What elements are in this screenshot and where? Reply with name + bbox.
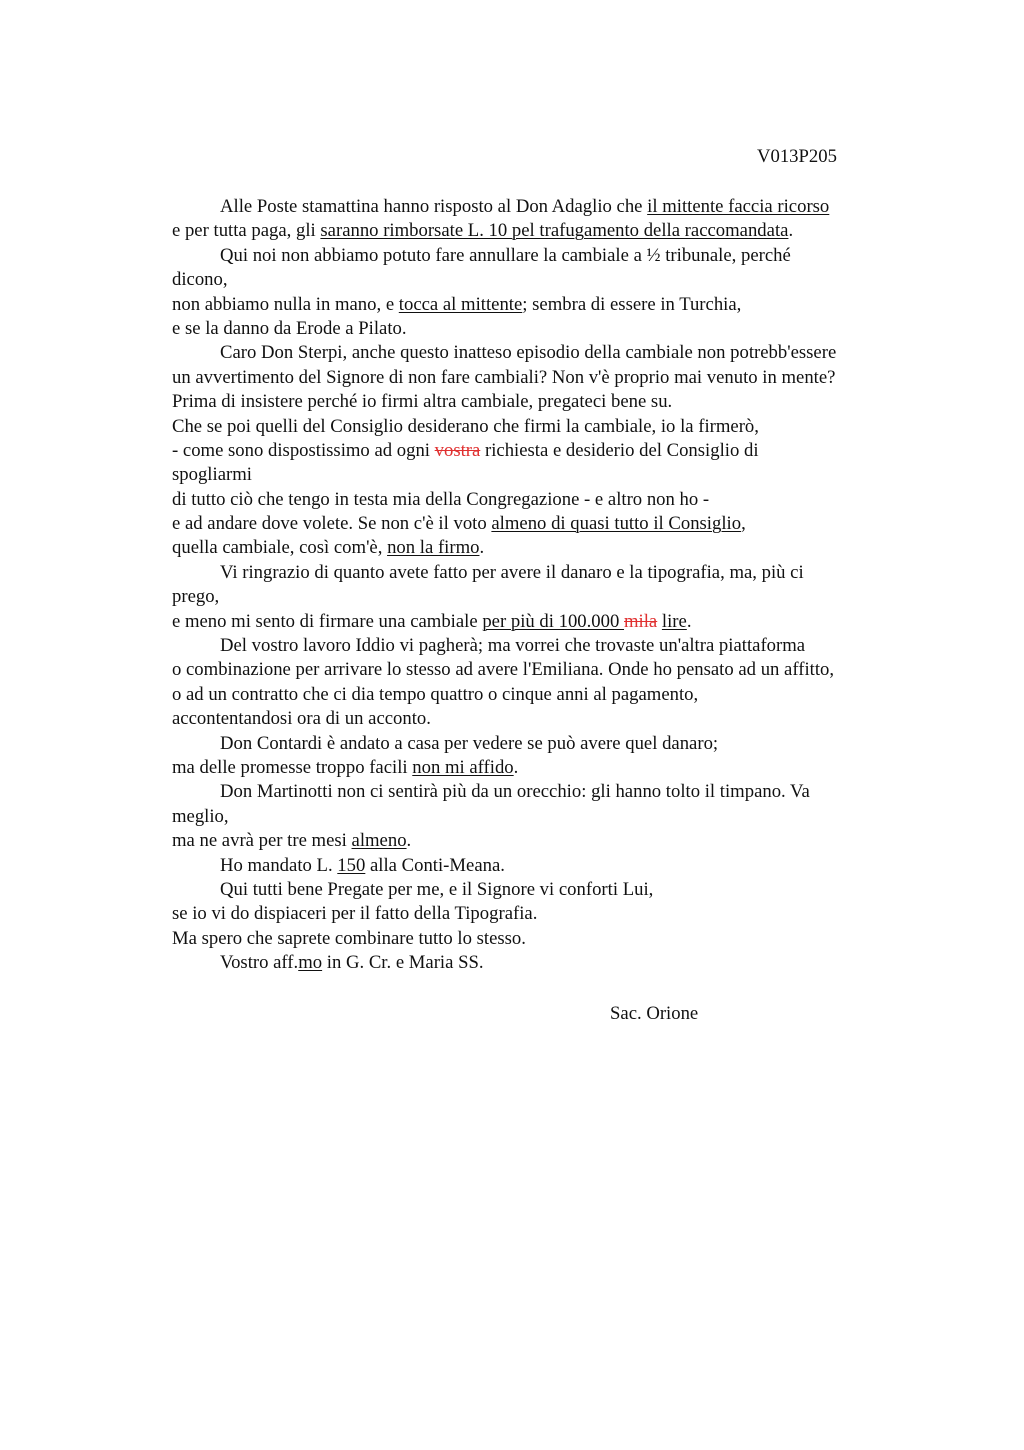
text-run: prego, [172, 586, 220, 608]
underlined-text: lire [661, 610, 687, 632]
text-run: Qui tutti bene Pregate per me, e il Signore vi conforti Lui, [220, 878, 654, 900]
letter-line [172, 317, 912, 341]
text-run: - come sono dispostissimo ad ogni [172, 439, 435, 461]
underlined-text: il mittente faccia ricorso [647, 196, 830, 217]
text-run: spogliarmi [172, 464, 252, 486]
struck-text: mila [624, 610, 658, 632]
text-run: in G. Cr. e Maria SS. [322, 952, 484, 974]
letter-line [172, 854, 912, 878]
letter-line [172, 658, 912, 682]
text-run: di tutto ciò che tengo in testa mia della Congregazione - e altro non ho - [172, 488, 710, 510]
text-run: . [479, 537, 485, 559]
text-run: e meno mi sento di firmare una cambiale [172, 610, 483, 632]
letter-line [172, 585, 912, 609]
text-run: Qui noi non abbiamo potuto fare annullare la cambiale a ½ tribunale, perché [220, 244, 791, 266]
letter-line [172, 463, 912, 487]
underlined-text: per più di 100.000 [482, 610, 625, 632]
text-run: Del vostro lavoro Iddio vi pagherà; ma vorrei che trovaste un'altra piattaforma [220, 635, 806, 657]
text-run: . [788, 220, 794, 242]
text-run: e ad andare dove volete. Se non c'è il voto [172, 513, 492, 535]
underlined-text: 150 [337, 854, 366, 876]
letter-line [172, 219, 912, 243]
text-run: Don Martinotti non ci sentirà più da un orecchio: gli hanno tolto il timpano. Va [220, 781, 810, 803]
letter-line [172, 951, 912, 975]
letter-line [172, 927, 912, 951]
letter-line [172, 683, 912, 707]
text-run: Vi ringrazio di quanto avete fatto per avere il danaro e la tipografia, ma, più ci [220, 561, 804, 583]
text-run: ; sembra di essere in Turchia, [522, 293, 742, 315]
text-run: ma delle promesse troppo facili [172, 756, 413, 778]
text-run: Prima di insistere perché io firmi altra cambiale, pregateci bene su. [172, 391, 673, 413]
text-run: o combinazione per arrivare lo stesso ad avere l'Emiliana. Onde ho pensato ad un affitto, [172, 659, 835, 681]
letter-line [172, 756, 912, 780]
letter-line [172, 878, 912, 902]
letter-line [172, 268, 912, 292]
letter-body [172, 195, 912, 976]
letter-line [172, 902, 912, 926]
text-run: Ho mandato L. [220, 854, 338, 876]
text-run: e per tutta paga, gli [172, 220, 321, 242]
underlined-text: tocca al mittente [398, 293, 523, 315]
text-run: accontentandosi ora di un acconto. [172, 708, 431, 730]
struck-text: vostra [434, 439, 481, 461]
text-run: alla Conti-Meana. [365, 854, 505, 876]
text-run: Ma spero che saprete combinare tutto lo stesso. [172, 927, 526, 949]
text-run: meglio, [172, 805, 229, 827]
underlined-text: saranno rimborsate L. 10 pel trafugamento della raccomandata [320, 220, 789, 242]
text-run: e se la danno da Erode a Pilato. [172, 317, 407, 339]
text-run: dicono, [172, 269, 228, 291]
letter-line [172, 829, 912, 853]
letter-line [172, 732, 912, 756]
letter-line [172, 610, 912, 634]
letter-line [172, 805, 912, 829]
letter-line [172, 488, 912, 512]
text-run: se io vi do dispiaceri per il fatto della Tipografia. [172, 903, 538, 925]
underlined-text: mo [298, 952, 323, 974]
letter-line [172, 195, 912, 219]
text-run: . [513, 756, 519, 778]
signature: Sac. Orione [610, 1003, 699, 1024]
text-run: Caro Don Sterpi, anche questo inatteso episodio della cambiale non potrebb'essere [220, 342, 837, 364]
text-run: Vostro aff. [220, 952, 299, 974]
text-run: o ad un contratto che ci dia tempo quattro o cinque anni al pagamento, [172, 683, 699, 705]
text-run: un avvertimento del Signore di non fare cambiali? Non v'è proprio mai venuto in mente? [172, 366, 836, 388]
letter-line [172, 415, 912, 439]
letter-line [172, 536, 912, 560]
letter-line [172, 390, 912, 414]
text-run: , [741, 513, 746, 535]
letter-line [172, 512, 912, 536]
letter-line [172, 561, 912, 585]
document-reference-code: V013P205 [757, 146, 837, 167]
letter-line [172, 439, 912, 463]
underlined-text: almeno di quasi tutto il Consiglio [491, 513, 742, 535]
letter-line [172, 634, 912, 658]
text-run: quella cambiale, così com'è, [172, 537, 388, 559]
letter-line [172, 707, 912, 731]
text-run: Alle Poste stamattina hanno risposto al Don Adaglio che [220, 196, 648, 217]
text-run: . [686, 610, 692, 632]
letter-line [172, 780, 912, 804]
text-run: ma ne avrà per tre mesi [172, 830, 352, 852]
underlined-text: non la firmo [387, 537, 480, 559]
text-run: non abbiamo nulla in mano, e [172, 293, 399, 315]
letter-line [172, 244, 912, 268]
underlined-text: non mi affido [412, 756, 514, 778]
underlined-text: almeno [351, 830, 407, 852]
letter-line [172, 366, 912, 390]
text-run: Don Contardi è andato a casa per vedere se può avere quel danaro; [220, 732, 719, 754]
letter-line [172, 341, 912, 365]
text-run: richiesta e desiderio del Consiglio di [480, 439, 759, 461]
letter-line [172, 293, 912, 317]
text-run: . [406, 830, 412, 852]
text-run: Che se poi quelli del Consiglio desiderano che firmi la cambiale, io la firmerò, [172, 415, 759, 437]
